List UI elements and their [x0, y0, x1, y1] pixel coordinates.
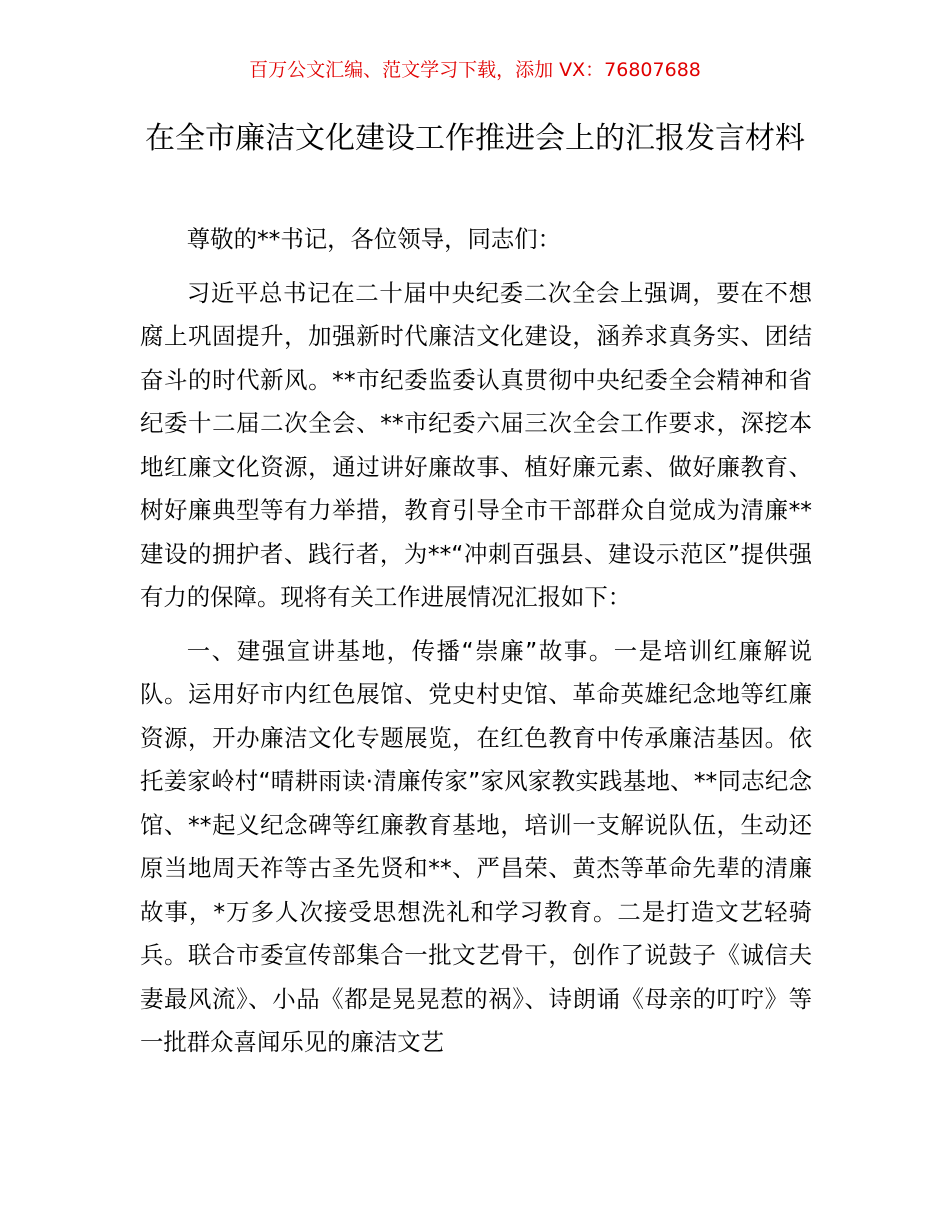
document-title: 在全市廉洁文化建设工作推进会上的汇报发言材料 [145, 121, 805, 156]
header-promo-note: 百万公文汇编、范文学习下载，添加 VX：76807688 [249, 59, 701, 81]
greeting-line: 尊敬的**书记，各位领导，同志们： [186, 225, 562, 253]
paragraph-section-one: 一、建强宣讲基地，传播“崇廉”故事。一是培训红廉解说队。运用好市内红色展馆、党史村史馆、革命英雄纪念地等红廉资源，开办廉洁文化专题展览，在红色教育中传承廉洁基因。依托姜家岭村“晴耕雨读·清廉传家”家风家教实践基地、**同志纪念馆、**起义纪念碑等红廉教育基地，培训一支解说队伍，生动还原当地周天祚等古圣先贤和**、严昌荣、黄杰等革命先辈的清廉故事，*万多人次接受思想洗礼和学习教育。二是打造文艺轻骑兵。联合市委宣传部集合一批文艺骨干，创作了说鼓子《诚信夫妻最风流》、小品《都是晃晃惹的祸》、诗朗诵《母亲的叮咛》等一批群众喜闻乐见的廉洁文艺 [140, 636, 812, 1056]
document-body [140, 218, 812, 1069]
paragraph-intro: 习近平总书记在二十届中央纪委二次全会上强调，要在不想腐上巩固提升，加强新时代廉洁文化建设，涵养求真务实、团结奋斗的时代新风。**市纪委监委认真贯彻中央纪委全会精神和省纪委十二届二次全会、**市纪委六届三次全会工作要求，深挖本地红廉文化资源，通过讲好廉故事、植好廉元素、做好廉教育、树好廉典型等有力举措，教育引导全市干部群众自觉成为清廉**建设的拥护者、践行者，为**“冲刺百强县、建设示范区”提供强有力的保障。现将有关工作进展情况汇报如下： [140, 278, 812, 611]
